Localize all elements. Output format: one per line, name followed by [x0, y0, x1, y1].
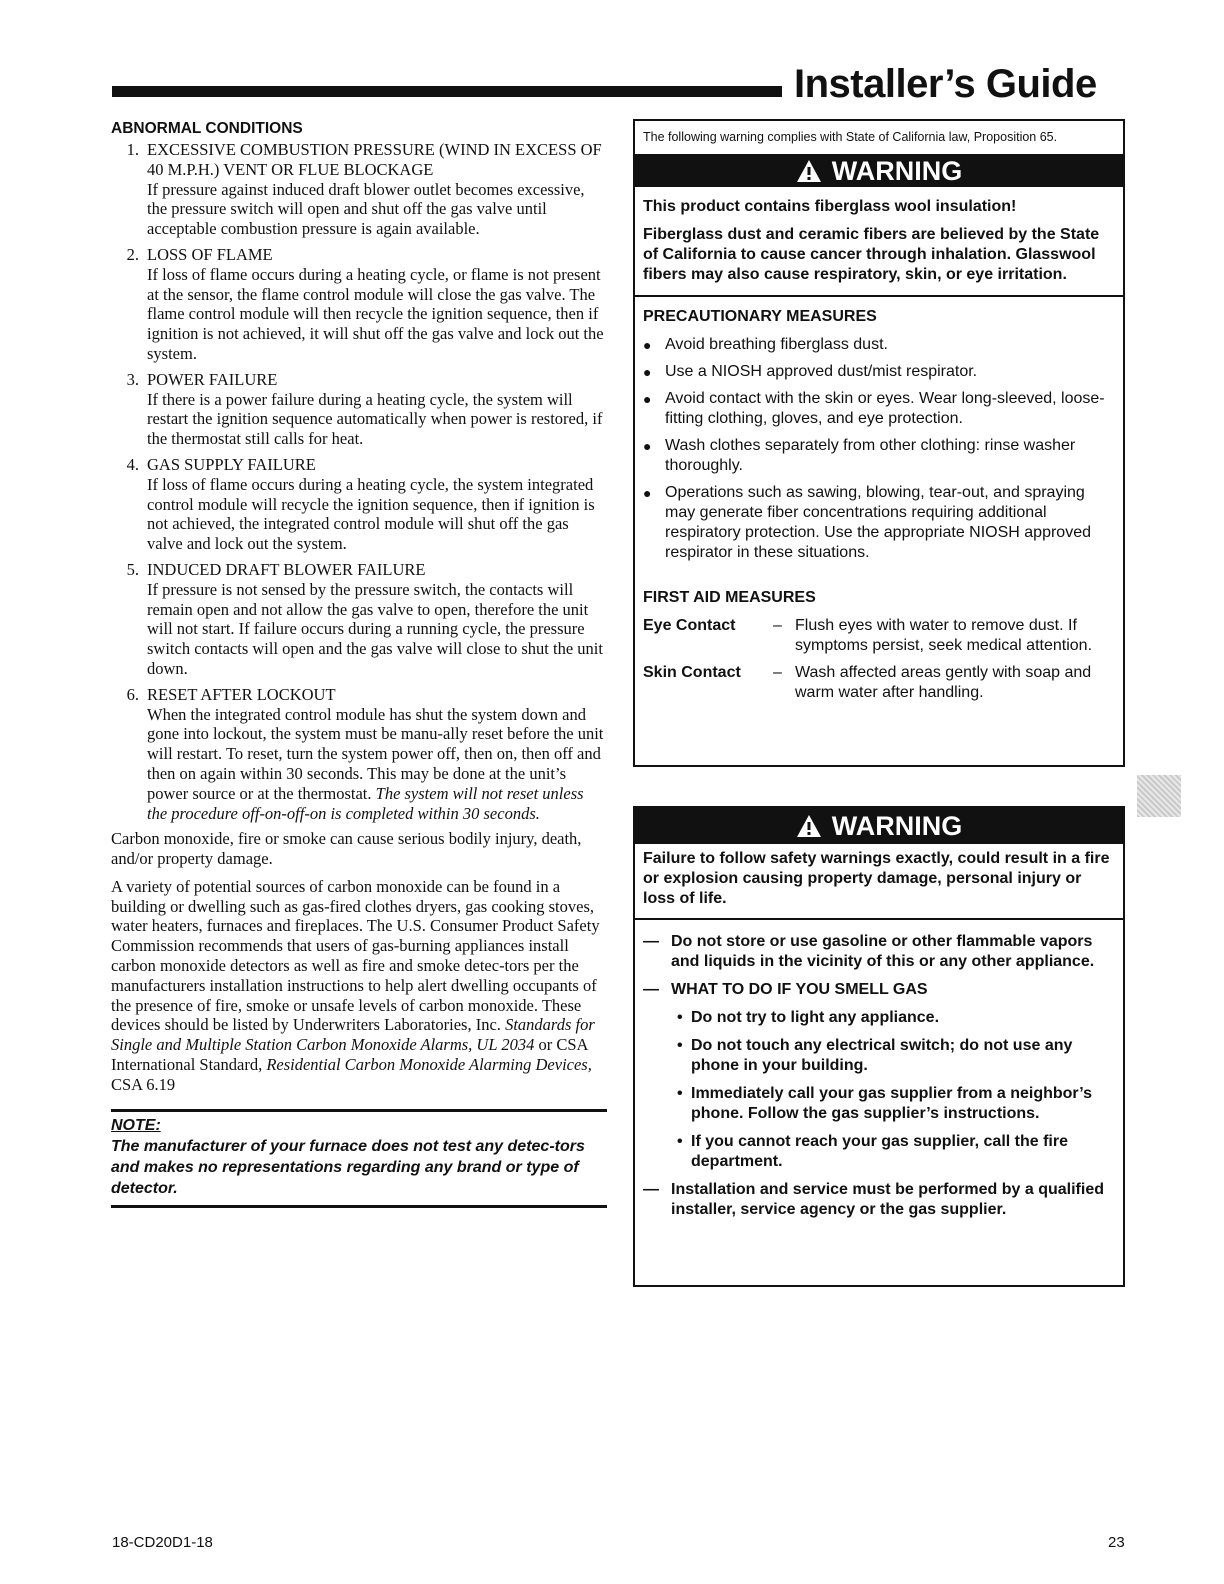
condition-number: 4.: [126, 454, 139, 474]
condition-title: LOSS OF FLAME: [147, 244, 273, 264]
co-detector-paragraph: [111, 877, 606, 1095]
bullet-icon: ●: [643, 391, 652, 407]
first-aid-heading: FIRST AID MEASURES: [643, 589, 816, 606]
gas-instruction: WHAT TO DO IF YOU SMELL GAS: [671, 981, 928, 998]
first-aid-label: Eye Contact: [643, 617, 736, 634]
bullet-icon: •: [677, 1037, 683, 1054]
condition-body: If loss of flame occurs during a heating cycle, the system integrated control module will recycle the ignition sequence, then if ignition is not achieved, the integrated control module will shut off the gas valve and lock out the system.: [147, 474, 595, 554]
condition-body: If loss of flame occurs during a heating cycle, or flame is not present at the sensor, the flame control module will close the gas valve. The flame control module will then recycle the ignition sequence, then if ignition is not achieved, it will shut off the gas valve and lock out the system.: [147, 264, 604, 363]
warning-label: WARNING: [831, 811, 963, 841]
list-item: [635, 1008, 1123, 1028]
dash-separator: –: [773, 617, 782, 634]
precaution-text: Avoid contact with the skin or eyes. Wear long-sleeved, loose-fitting clothing, gloves, and eye protection.: [665, 390, 1105, 427]
gas-instruction: Do not store or use gasoline or other flammable vapors and liquids in the vicinity of this or any other appliance.: [671, 933, 1095, 970]
bullet-icon: ●: [643, 337, 652, 353]
list-item: [635, 1084, 1123, 1124]
fiberglass-warning: This product contains fiberglass wool insulation!: [643, 198, 1017, 215]
first-aid-row: [635, 616, 1123, 656]
list-item: [635, 1036, 1123, 1076]
prop65-warning-box: [633, 119, 1125, 767]
condition-body: If there is a power failure during a heating cycle, the system will restart the ignition sequence automatically when power is restored, if the thermostat still calls for heat.: [147, 389, 603, 449]
list-item: [635, 1132, 1123, 1172]
condition-title: POWER FAILURE: [147, 369, 278, 389]
list-item: [635, 980, 1123, 1000]
condition-item: [111, 140, 606, 239]
explosion-warning: Failure to follow safety warnings exactly, could result in a fire or explosion causing property damage, personal injury or loss of life.: [643, 850, 1110, 907]
page-number: 23: [1108, 1534, 1125, 1551]
dash-mark: —: [643, 981, 659, 998]
condition-title: RESET AFTER LOCKOUT: [147, 684, 336, 704]
precautionary-heading: PRECAUTIONARY MEASURES: [643, 308, 877, 325]
bullet-icon: ●: [643, 438, 652, 454]
list-item: [635, 335, 1123, 355]
condition-item: [111, 560, 606, 679]
warning-triangle-icon: [796, 814, 822, 838]
bullet-icon: ●: [643, 364, 652, 380]
gas-step: Do not touch any electrical switch; do not use any phone in your building.: [691, 1037, 1073, 1074]
document-number: 18-CD20D1-18: [112, 1534, 213, 1551]
precaution-text: Use a NIOSH approved dust/mist respirator.: [665, 363, 978, 380]
first-aid-row: [635, 663, 1123, 703]
precaution-text: Avoid breathing fiberglass dust.: [665, 336, 888, 353]
bullet-icon: •: [677, 1009, 683, 1026]
bullet-icon: •: [677, 1085, 683, 1102]
gas-instruction: Installation and service must be performed by a qualified installer, service agency or the gas supplier.: [671, 1181, 1104, 1218]
list-item: [635, 362, 1123, 382]
co-warning-paragraph: Carbon monoxide, fire or smoke can cause serious bodily injury, death, and/or property damage.: [111, 829, 582, 869]
prop65-note: The following warning complies with State of California law, Proposition 65.: [643, 130, 1058, 144]
dash-mark: —: [643, 933, 659, 950]
condition-item: [111, 685, 606, 824]
abnormal-conditions-heading: ABNORMAL CONDITIONS: [111, 120, 303, 137]
condition-title: INDUCED DRAFT BLOWER FAILURE: [147, 559, 426, 579]
condition-title: GAS SUPPLY FAILURE: [147, 454, 316, 474]
list-item: [635, 932, 1123, 972]
condition-body: If pressure is not sensed by the pressure switch, the contacts will remain open and not allow the gas valve to open, therefore the unit will not start. If failure occurs during a running cycle, the pressure switch contacts will open and the gas valve will close to shut the unit down.: [147, 579, 603, 678]
condition-item: [111, 370, 606, 449]
first-aid-text: Wash affected areas gently with soap and warm water after handling.: [795, 664, 1092, 701]
dash-separator: –: [773, 664, 782, 681]
warning-banner: [635, 154, 1123, 187]
first-aid-text: Flush eyes with water to remove dust. If symptoms persist, seek medical attention.: [795, 617, 1093, 654]
warning-triangle-icon: [796, 159, 822, 183]
note-box: [111, 1109, 607, 1208]
note-label: NOTE:: [111, 1116, 161, 1134]
condition-number: 5.: [126, 559, 139, 579]
condition-title: EXCESSIVE COMBUSTION PRESSURE (WIND IN EXCESS OF 40 M.P.H.) VENT OR FLUE BLOCKAGE: [147, 140, 602, 179]
warning-label: WARNING: [831, 155, 963, 186]
condition-body: If pressure against induced draft blower outlet becomes excessive, the pressure switch will open and shut off the gas valve until acceptable combustion pressure is again available.: [147, 179, 585, 239]
warning-banner: [635, 808, 1123, 844]
co-detector-text: A variety of potential sources of carbon monoxide can be found in a building or dwelling such as gas-fired clothes dryers, gas cooking stoves, water heaters, furnaces and fireplaces. The U.S. Consumer Product Safety Commission recommends that users of gas-burning appliances install carbon monoxide detectors as well as fire and smoke detec-tors per the manufacturers installation instructions to help alert dwelling occupants of the presence of fire, smoke or unsafe levels of carbon monoxide. These devices should be listed by Underwriters Laboratories, Inc.: [111, 876, 600, 1035]
first-aid-label: Skin Contact: [643, 664, 741, 681]
precaution-text: Operations such as sawing, blowing, tear-out, and spraying may generate fiber concentrations requiring additional respiratory protection. Use the appropriate NIOSH approved respirator in these situations.: [665, 484, 1091, 561]
dash-mark: —: [643, 1181, 659, 1198]
precaution-text: Wash clothes separately from other clothing: rinse washer thoroughly.: [665, 437, 1076, 474]
condition-body-italic: The system will not reset unless the procedure off-on-off-on is completed within 30 seconds.: [147, 783, 584, 823]
side-tab-marker: [1137, 775, 1181, 817]
header-rule: [112, 86, 782, 97]
csa-standard-number: CSA 6.19: [111, 1074, 176, 1094]
page-title: Installer’s Guide: [794, 62, 1097, 106]
bullet-icon: ●: [643, 485, 652, 501]
gas-warning-box: [633, 806, 1125, 1287]
condition-number: 1.: [126, 140, 139, 159]
list-item: [635, 1180, 1123, 1220]
co-detector-text-2: or CSA International Standard,: [111, 1035, 588, 1075]
gas-step: Do not try to light any appliance.: [691, 1009, 940, 1026]
condition-item: [111, 455, 606, 554]
cancer-warning: Fiberglass dust and ceramic fibers are believed by the State of California to cause cancer through inhalation. Glasswool fibers may also cause respiratory, skin, or eye irritation.: [643, 226, 1100, 283]
gas-step: If you cannot reach your gas supplier, call the fire department.: [691, 1133, 1068, 1170]
gas-step: Immediately call your gas supplier from a neighbor’s phone. Follow the gas supplier’s instructions.: [691, 1085, 1092, 1122]
csa-standard-title: Residential Carbon Monoxide Alarming Devices,: [266, 1055, 592, 1075]
condition-number: 2.: [126, 244, 139, 264]
left-column: [111, 120, 606, 1208]
list-item: [635, 436, 1123, 476]
condition-body: When the integrated control module has shut the system down and gone into lockout, the system must be manu-ally reset before the unit will restart. To reset, turn the system power off, then on, then off and then on again within 30 seconds. This may be done at the unit’s power source or at the thermostat.: [147, 704, 604, 803]
condition-number: 6.: [126, 684, 139, 704]
ul-standard-title: Standards for Single and Multiple Station Carbon Monoxide Alarms, UL 2034: [111, 1015, 595, 1055]
condition-item: [111, 245, 606, 364]
condition-number: 3.: [126, 369, 139, 389]
list-item: [635, 483, 1123, 563]
note-text: The manufacturer of your furnace does not test any detec-tors and makes no representations regarding any brand or type of detector.: [111, 1137, 585, 1197]
list-item: [635, 389, 1123, 429]
bullet-icon: •: [677, 1133, 683, 1150]
